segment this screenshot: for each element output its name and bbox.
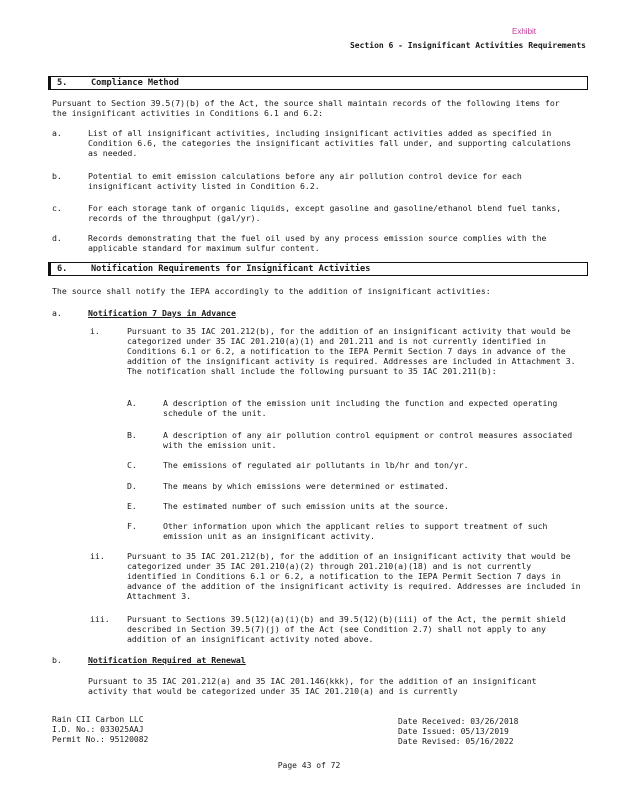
item-ii-label: ii.: [90, 551, 105, 561]
section-6-number: 6.: [57, 264, 68, 274]
subsection-a-title: Notification 7 Days in Advance: [88, 308, 236, 318]
footer-permit: Permit No.: 95120082: [52, 735, 149, 744]
footer-left: [52, 715, 148, 745]
sub-c-text: The emissions of regulated air pollutants in lb/hr and ton/yr.: [163, 460, 469, 470]
item-c-label: c.: [52, 203, 62, 213]
section-5-intro: Pursuant to Section 39.5(7)(b) of the Act, the source shall maintain records of the following items for the insignificant activities in Conditions 6.1 and 6.2:: [52, 98, 560, 118]
item-b-label: b.: [52, 171, 62, 181]
item-c-text: For each storage tank of organic liquids, except gasoline and gasoline/ethanol blend fuel tanks, records of the throughput (gal/yr).: [88, 203, 562, 223]
item-i-text: Pursuant to 35 IAC 201.212(b), for the addition of an insignificant activity that would be categorized under 35 IAC 201.210(a)(1) and 201.211 and is not currently identified in Conditions 6.1 or 6.2, a notification to the IEPA Permit Section 7 days in advance of the addition of the insignificant activity is required. Addresses are included in Attachment 3. The notification shall include the following pursuant to 35 IAC 201.211(b):: [127, 326, 576, 376]
sub-f-text: Other information upon which the applicant relies to support treatment of such emission unit as an insignificant activity.: [163, 521, 548, 541]
section-5-number: 5.: [57, 78, 68, 88]
section-6-intro: The source shall notify the IEPA accordingly to the addition of insignificant activities:: [52, 286, 491, 296]
sub-d-text: The means by which emissions were determined or estimated.: [163, 481, 449, 491]
sub-c-label: C.: [127, 460, 137, 470]
subsection-b-text: Pursuant to 35 IAC 201.212(a) and 35 IAC 201.146(kkk), for the addition of an insignificant activity that would be categorized under 35 IAC 201.210(a) and is currently: [88, 676, 537, 696]
section-5-heading: [48, 76, 588, 90]
item-d-label: d.: [52, 233, 62, 243]
footer-id: I.D. No.: 033025AAJ: [52, 725, 144, 734]
footer-right: [398, 717, 518, 747]
item-a-text: List of all insignificant activities, including insignificant activities added as specified in Condition 6.6, the categories the insignificant activities fall under, and supporting calculations as needed.: [88, 128, 572, 158]
exhibit-stamp: Exhibit: [512, 27, 537, 36]
subsection-b-title: Notification Required at Renewal: [88, 655, 246, 665]
item-i-label: i.: [90, 326, 100, 336]
sub-b-label: B.: [127, 430, 137, 440]
section-5-title: Compliance Method: [91, 78, 179, 88]
section-6-title: Notification Requirements for Insignificant Activities: [91, 264, 371, 274]
footer-company: Rain CII Carbon LLC: [52, 715, 144, 724]
sub-b-text: A description of any air pollution control equipment or control measures associated with the emission unit.: [163, 430, 573, 450]
subsection-a-label: a.: [52, 308, 62, 318]
subsection-b-label: b.: [52, 655, 62, 665]
item-d-text: Records demonstrating that the fuel oil used by any process emission source complies with the applicable standard for maximum sulfur content.: [88, 233, 547, 253]
sub-e-label: E.: [127, 501, 137, 511]
section-header: Section 6 - Insignificant Activities Requirements: [349, 41, 586, 50]
footer-date-revised: Date Revised: 05/16/2022: [398, 737, 514, 746]
sub-e-text: The estimated number of such emission units at the source.: [163, 501, 449, 511]
item-ii-text: Pursuant to 35 IAC 201.212(b), for the addition of an insignificant activity that would be categorized under 35 IAC 201.210(a)(2) through 201.210(a)(18) and is not currently identified in Conditions 6.1 or 6.2, a notification to the IEPA Permit Section 7 days in advance of the addition of the insignificant activity is required. Addresses are included in Attachment 3.: [127, 551, 581, 601]
footer-date-received: Date Received: 03/26/2018: [398, 717, 519, 726]
footer-date-issued: Date Issued: 05/13/2019: [398, 727, 509, 736]
page-number: Page 43 of 72: [277, 761, 341, 770]
sub-a-label: A.: [127, 398, 137, 408]
item-iii-text: Pursuant to Sections 39.5(12)(a)(i)(b) and 39.5(12)(b)(iii) of the Act, the permit shield described in Section 39.5(7)(j) of the Act (see Condition 2.7) shall not apply to any addition of an insignificant activity noted above.: [127, 614, 566, 644]
item-b-text: Potential to emit emission calculations before any air pollution control device for each insignificant activity listed in Condition 6.2.: [88, 171, 522, 191]
sub-d-label: D.: [127, 481, 137, 491]
sub-f-label: F.: [127, 521, 137, 531]
item-iii-label: iii.: [90, 614, 110, 624]
item-a-label: a.: [52, 128, 62, 138]
section-6-heading: [48, 262, 588, 276]
sub-a-text: A description of the emission unit including the function and expected operating schedule of the unit.: [163, 398, 558, 418]
